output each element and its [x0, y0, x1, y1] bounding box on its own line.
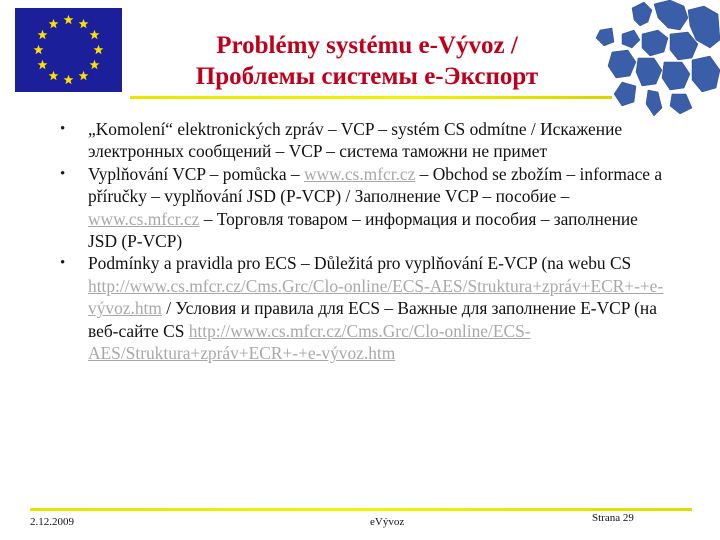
slide-title: [132, 30, 602, 92]
footer-date: 2.12.2009: [30, 516, 74, 528]
url-link[interactable]: http://www.cs.mfcr.cz/Cms.Grc/Clo-online/ECS-AES/Struktura+zpráv+ECR+-+e-vývoz.htm: [88, 275, 664, 319]
bullet-text: Podmínky a pravidla pro ECS – Důležitá pro vyplňování E-VCP (na webu CS: [88, 253, 632, 274]
bullet-text: / Условия и правила для ECS – Важные для заполнение E-VCP (на веб-сайте CS: [88, 298, 657, 341]
bullet-icon: •: [60, 121, 66, 137]
list-item: [56, 163, 666, 253]
bullet-text: Vyplňování VCP – pomůcka –: [88, 163, 304, 184]
url-link[interactable]: www.cs.mfcr.cz: [303, 163, 416, 184]
page-number: Strana 29: [592, 512, 634, 524]
bullet-text: – Торговля товаром – информация и пособия – заполнение JSD (P-VCP): [88, 208, 638, 252]
bullet-icon: •: [60, 255, 66, 272]
title-line-2: Проблемы системы е-Экспорт: [195, 63, 539, 90]
list-item: [56, 118, 666, 163]
url-link[interactable]: http://www.cs.mfcr.cz/Cms.Grc/Clo-online/ECS-AES/Struktura+zpráv+ECR+-+e-vývoz.htm: [88, 320, 531, 364]
eu-flag-icon: [15, 8, 122, 92]
list-item: [56, 252, 666, 364]
footer-divider: [30, 508, 692, 511]
url-link[interactable]: www.cs.mfcr.cz: [88, 208, 200, 229]
title-divider: [130, 96, 612, 99]
bullet-text: „Komolení“ elektronických zpráv – VCP – systém CS odmítne / Искажение электронных сообщений – VCP – система таможни не примет: [88, 119, 623, 162]
bullet-icon: •: [60, 165, 66, 182]
footer-title: eVývoz: [370, 516, 405, 528]
europe-map-icon: [592, 0, 720, 118]
bullet-text: – Obchod se zbožím – informace a příručky – vyplňování JSD (P-VCP) / Заполнение VCP – пособие –: [88, 163, 663, 207]
title-line-1: Problémy systému e-Vývoz /: [216, 32, 518, 59]
bullet-list: [56, 118, 666, 364]
